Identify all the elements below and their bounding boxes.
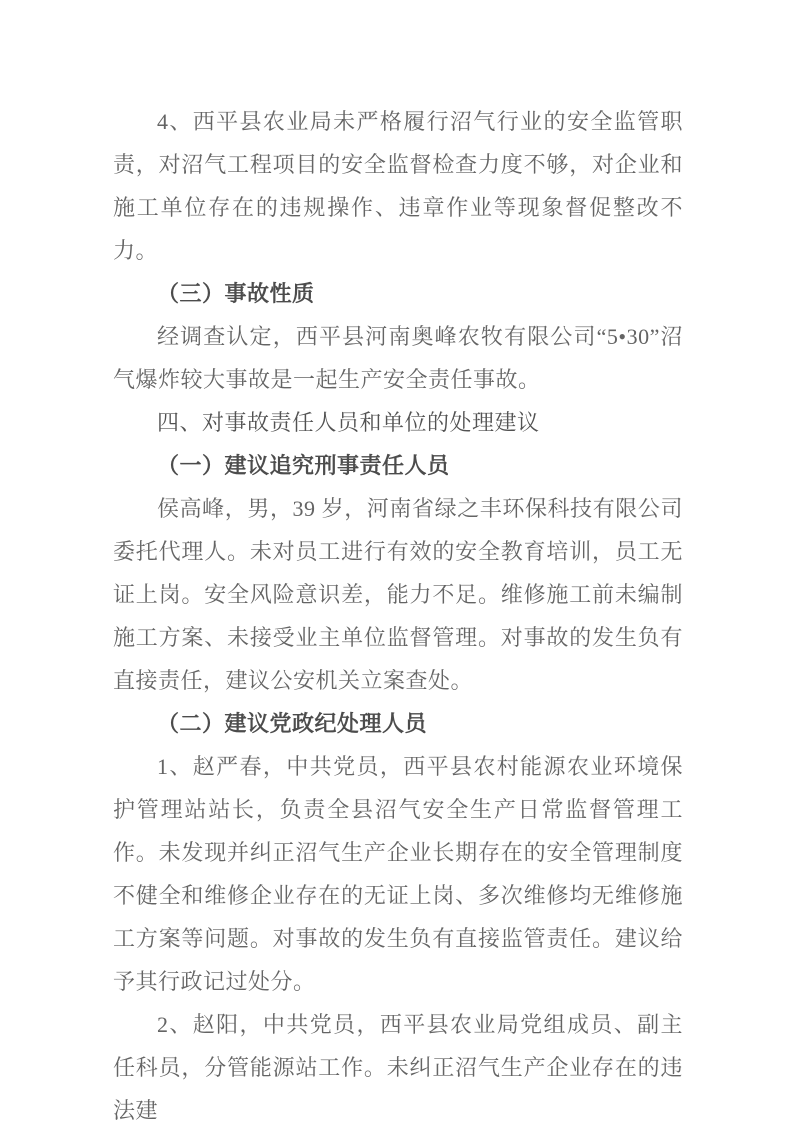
paragraph-zhaoyang: 2、赵阳，中共党员，西平县农业局党组成员、副主任科员，分管能源站工作。未纠正沼气生产企业存在的违法建 xyxy=(113,1012,683,1122)
heading-chapter-four-handling-suggestions: 四、对事故责任人员和单位的处理建议 xyxy=(157,410,540,435)
heading-party-discipline-personnel: （二）建议党政纪处理人员 xyxy=(157,711,428,736)
heading-accident-nature: （三）事故性质 xyxy=(157,281,315,306)
paragraph-hougaofeng: 侯高峰，男，39 岁，河南省绿之丰环保科技有限公司委托代理人。未对员工进行有效的安全教育培训，员工无证上岗。安全风险意识差，能力不足。维修施工前未编制施工方案、未接受业主单位监督管理。对事故的发生负有直接责任，建议公安机关立案查处。 xyxy=(113,496,683,693)
paragraph-zhaoyanchun: 1、赵严春，中共党员，西平县农村能源农业环境保护管理站站长，负责全县沼气安全生产日常监督管理工作。未发现并纠正沼气生产企业长期存在的安全管理制度不健全和维修企业存在的无证上岗、多次维修均无维修施工方案等问题。对事故的发生负有直接监管责任。建议给予其行政记过处分。 xyxy=(113,754,683,994)
document-body xyxy=(113,100,683,1122)
paragraph-accident-determination: 经调查认定，西平县河南奥峰农牧有限公司“5•30”沼气爆炸较大事故是一起生产安全责任事故。 xyxy=(113,324,683,392)
paragraph-agriculture-bureau-responsibility: 4、西平县农业局未严格履行沼气行业的安全监管职责，对沼气工程项目的安全监督检查力度不够，对企业和施工单位存在的违规操作、违章作业等现象督促整改不力。 xyxy=(113,109,683,263)
heading-criminal-responsibility-personnel: （一）建议追究刑事责任人员 xyxy=(157,453,450,478)
